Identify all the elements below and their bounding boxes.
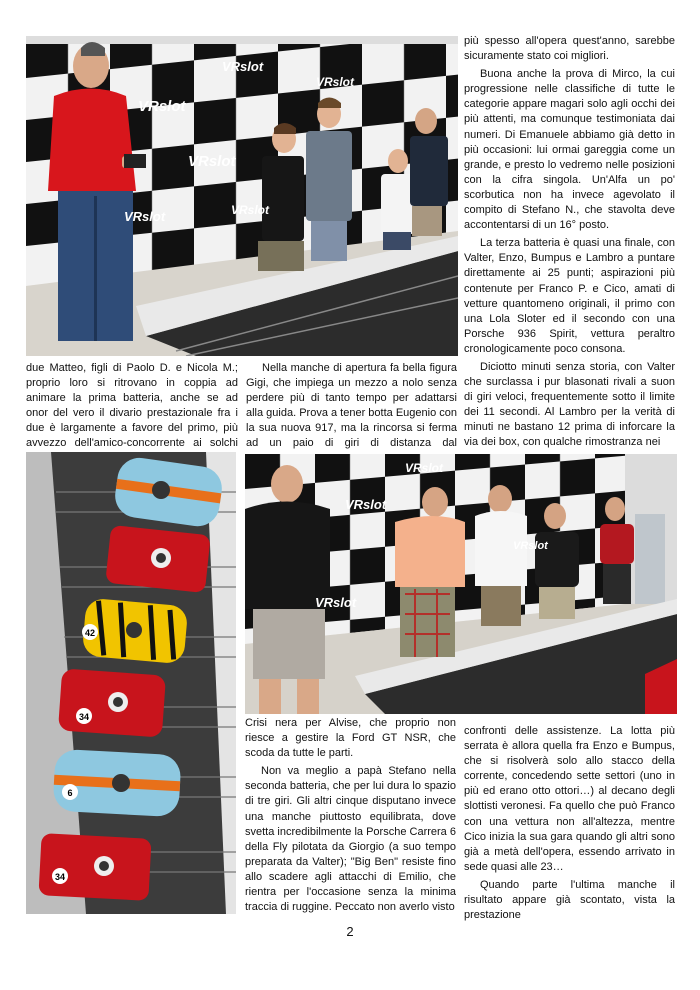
- svg-text:34: 34: [78, 712, 90, 722]
- paragraph: Quando parte l'ultima manche il risultato appare già scontato, vista la prestazione: [464, 878, 675, 922]
- paragraph: Buona anche la prova di Mirco, la cui progressione nelle classifiche di tutte le categorie appare magari solo agli occhi dei più attenti, ma comunque testimoniata dai numeri. Di Emanuele abbiamo già detto in più occasioni: lui ormai gareggia come un grande, e presto lo vedremo nelle posizioni con la cifra singola. Un'Alfa un po' scorbutica non ha invece agevolato il compito di Stefano N., che stavolta deve accontentarsi di un 16° posto.: [464, 68, 675, 232]
- car-zebra: [82, 598, 189, 665]
- svg-text:VRslot: VRslot: [138, 98, 186, 115]
- photo-bottom-illustration: [245, 454, 677, 714]
- photo-top-illustration: [26, 36, 458, 356]
- car-red-34: [58, 668, 166, 737]
- svg-text:VRslot: VRslot: [124, 209, 166, 224]
- article-column-mid-center: [246, 361, 457, 467]
- svg-text:VRslot: VRslot: [188, 153, 236, 170]
- page-number: 2: [346, 924, 354, 939]
- car-gulf-2: [52, 749, 181, 818]
- car-red-1: [105, 525, 211, 593]
- svg-text:6: 6: [67, 788, 73, 798]
- svg-text:VRslot: VRslot: [222, 59, 264, 74]
- svg-text:42: 42: [84, 628, 96, 638]
- paragraph: Diciotto minuti senza storia, con Valter che surclassa i pur blasonati rivali a suon di giri veloci, frequentemente sotto il limite dei 11 secondi. Al Lambro per la verità di minuti ne bastano 12 prima di inforcare la via dei box, con qualche rimostranza nei: [464, 360, 675, 449]
- article-column-top-right: [464, 34, 675, 451]
- svg-text:34: 34: [54, 872, 66, 882]
- svg-text:VRslot: VRslot: [405, 461, 444, 475]
- svg-text:VRslot: VRslot: [513, 540, 548, 552]
- paragraph: più spesso all'opera quest'anno, sarebbe sicuramente stato coi migliori.: [464, 35, 675, 63]
- paragraph: due Matteo, figli di Paolo D. e Nicola M.; proprio loro si ritrovano in coppia ad animare la prima batteria, anche se ad onor del vero il divario prestazionale fra i due è largamente a favore del primo, più avvezzo dell'amico-concorrente ai solchi: [26, 362, 238, 450]
- paragraph: Nella manche di apertura fa bella figura Gigi, che impiega un mezzo a nolo senza perdere più di tanto tempo per adattarsi alla guida. Prova a tener botta Eugenio con la sua nuova 917, ma la rincorsa si ferma ad un paio di giri di distanza dal: [246, 362, 457, 450]
- paragraph: Crisi nera per Alvise, che proprio non riesce a gestire la Ford GT NSR, che scoda da tutte le parti.: [245, 717, 456, 760]
- paragraph: confronti delle assistenze. La lotta più serrata è allora quella fra Enzo e Bumpus, che si risolverà solo allo stacco della corrente, concedendo sette settori (uno in più ed erano otto ottori…) al decano degli slottisti veronesi. Fa quello che può Franco con una vettura non all'altezza, mentre Cico inizia la sua gara quando gli altri sono già a metà dell'opera, essendo arrivato in sede quasi alle 23…: [464, 725, 675, 873]
- svg-text:VRslot: VRslot: [345, 497, 387, 512]
- photo-racers-bottom: [245, 454, 677, 714]
- photo-racers-top: [26, 36, 458, 356]
- car-red-bottom: [38, 833, 151, 901]
- photo-cars-illustration: [26, 452, 236, 914]
- article-column-bottom-middle: [245, 716, 456, 915]
- article-column-bottom-right: [464, 724, 675, 923]
- svg-text:VRslot: VRslot: [316, 75, 355, 89]
- photo-slot-cars: [26, 452, 236, 914]
- paragraph: Non va meglio a papà Stefano nella seconda batteria, che per lui dura lo spazio di tre giri. Gli altri cinque disputano invece una manche piuttosto equilibrata, dove svetta incredibilmente la Porsche Carrera 6 della Fly pilotata da Giorgio (a suo tempo preparata da Valter); "Big Ben" resiste fino allo scadere agli attacchi di Emilio, che rientra per l'occasione senza la minima traccia di ruggine. Peccato non averlo visto: [245, 765, 456, 914]
- paragraph: La terza batteria è quasi una finale, con Valter, Enzo, Bumpus e Lambro a puntare direttamente ai 25 punti; aspirazioni più contenute per Franco P. e Cico, amati di vetture quantomeno originali, il primo con una Lola Sloter ed il secondo con una Porsche 936 Spirit, vettura peraltro cronologicamente poco consona.: [464, 237, 675, 355]
- article-column-mid-left: [26, 361, 238, 467]
- svg-text:VRslot: VRslot: [231, 203, 270, 217]
- svg-text:VRslot: VRslot: [315, 595, 357, 610]
